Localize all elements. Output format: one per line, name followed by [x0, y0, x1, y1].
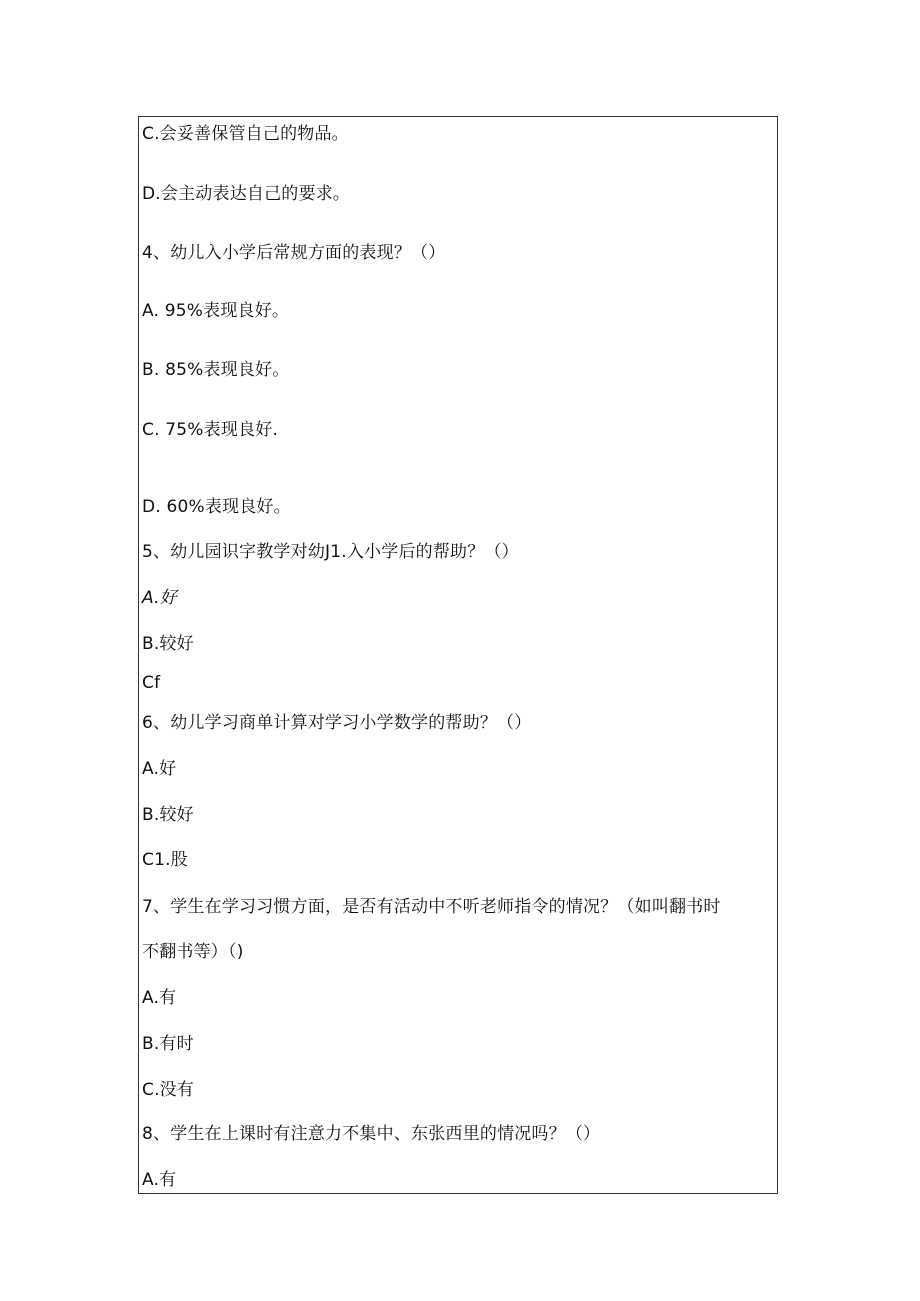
q5-option-b: B.较好 [142, 634, 194, 654]
document-frame [138, 116, 778, 1194]
q6-option-b: B.较好 [142, 805, 194, 825]
q6-option-c: C1.股 [142, 850, 188, 870]
q7-option-c: C.没有 [142, 1080, 195, 1100]
q4-option-d: D. 60%表现良好。 [142, 497, 291, 517]
question-7-continued: 不翻书等）（) [142, 942, 244, 962]
q6-option-a: A.好 [142, 759, 177, 779]
q5-option-a: A.好 [142, 588, 177, 608]
q4-option-a: A. 95%表现良好。 [142, 301, 290, 321]
option-c-line: C.会妥善保管自己的物品。 [142, 124, 349, 144]
question-7: 7、学生在学习习惯方面，是否有活动中不听老师指令的情况？（如叫翻书时 [142, 897, 721, 917]
question-8: 8、学生在上课时有注意力不集中、东张西里的情况吗？（） [142, 1124, 601, 1144]
q5-option-c: Cf [142, 673, 161, 693]
option-d-line: D.会主动表达自己的要求。 [142, 184, 351, 204]
q4-option-b: B. 85%表现良好。 [142, 360, 290, 380]
question-6: 6、幼儿学习商单计算对学习小学数学的帮助？（） [142, 713, 532, 733]
question-5: 5、幼儿园识字教学对幼J1.入小学后的帮助？（） [142, 542, 519, 562]
q4-option-c: C. 75%表现良好. [142, 420, 279, 440]
question-4: 4、幼儿入小学后常规方面的表现？（） [142, 243, 446, 263]
q7-option-a: A.有 [142, 988, 177, 1008]
q7-option-b: B.有时 [142, 1034, 194, 1054]
q8-option-a: A.有 [142, 1170, 177, 1190]
